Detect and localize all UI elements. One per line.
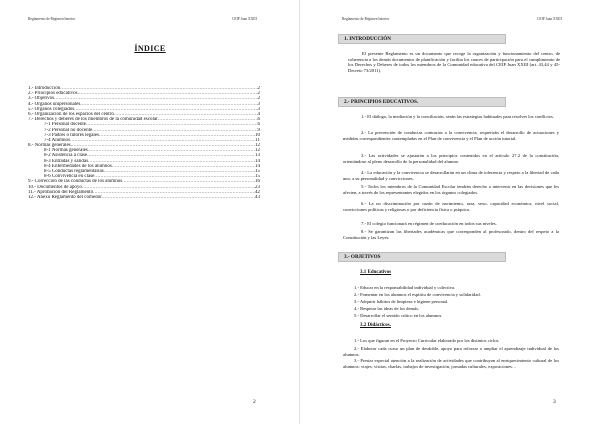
header-left-text: Reglamento de Régimen Interior <box>342 17 390 21</box>
principle-paragraph: 8.- Se garantizan las libertades académicas que corresponden al profesorado, dentro del respeto a la Constitución y las Leyes. <box>343 229 559 240</box>
toc-entry-label: 8-1 Normas generales <box>44 148 88 154</box>
toc-entry-page: 9 <box>257 127 260 133</box>
toc-entry-page: 42 <box>255 189 260 195</box>
toc-entry-label: 9.- Corrección de las conductas de los alumnos <box>28 179 123 185</box>
toc-entry-label: 6.- Organización de los espacios del centro <box>28 111 114 117</box>
toc-dot-leader <box>102 195 255 200</box>
principle-paragraph: 7.- El colegio funcionará en régimen de coeducación en todos sus niveles. <box>361 221 497 226</box>
principle-paragraph: 5.- Todos los miembros de la Comunidad Escolar tendrán derecho a intervenir en las decisiones que les afecten, a través de los representantes elegidos en los órganos colegiados. <box>343 184 559 195</box>
principle-paragraph: 1.- El diálogo, la mediación y la conciliación, serán las estrategias habituales para resolver los conflictos. <box>361 114 554 119</box>
list-item: 1.- Los que figuran en el Proyecto Curricular elaborado por los distintos ciclos. <box>354 338 500 343</box>
toc-entry-page: 2 <box>257 91 260 97</box>
toc-entry-label: 7-2 Personal no docente <box>44 127 93 133</box>
toc-entry-page: 15 <box>255 174 260 180</box>
toc-entry-label: 8-3 Entradas y salidas <box>44 158 89 164</box>
toc-entry-label: 2.- Principios educativos <box>28 91 78 97</box>
subsection-title-educativos: 3.1 Educativos <box>360 270 392 275</box>
toc-entry-page: 43 <box>255 194 260 200</box>
page-number: 3 <box>553 399 556 405</box>
toc-entry-label: 8.- Normas generales <box>28 143 71 149</box>
toc-entry-label: 5.- Órganos colegiados <box>28 106 75 112</box>
toc-entry-label: 4.- Órganos unipersonales <box>28 101 81 107</box>
toc-entry-label: 8-2 Asistencia a clase <box>44 153 88 159</box>
header-right-text: CEIP Juan XXIII <box>232 17 257 21</box>
page-number: 2 <box>253 399 256 405</box>
principle-paragraph: 3.- Las actividades se ajustarán a los principios contenidos en el artículo 27.2 de la constitución, orientándose al pleno desarrollo de la personalidad del alumno. <box>343 153 559 164</box>
toc-entry-page: 14 <box>255 158 260 164</box>
intro-paragraph: El presente Reglamento es un documento que recoge la organización y funcionamiento del centro, de coherencia a los demás documentos de planificación y facilita los cauces de participación para el cumplimiento de los Derechos y Deberes de todos los miembros de la Comunidad educativa del CEIP Juan XXIII (art. 43,44 y 45-Decreto 73/2011). <box>348 51 560 74</box>
list-item: 3.- Adquirir hábitos de limpieza e higiene personal. <box>354 299 449 304</box>
header-left-text: Reglamento de Régimen Interior <box>28 17 76 21</box>
toc-entry-label: 11.- Aprobación del Reglamento <box>28 189 94 195</box>
list-item: 3.- Prestar especial atención a la realización de actividades que contribuyan al enriquecimiento cultural de los alumnos: viajes, visitas, charlas, trabajos de investigación, jornadas culturales, exposiciones… <box>343 358 559 369</box>
toc-entry-page: 13 <box>255 153 260 159</box>
toc-entry-label: 10.- Documentos de apoyo <box>28 184 82 190</box>
table-of-contents <box>28 86 260 200</box>
toc-entry-label: 12.- Anexo Reglamento del comedor <box>28 194 102 200</box>
list-item: 2.- Fomentar en los alumnos el espíritu de convivencia y solidaridad. <box>354 292 481 297</box>
toc-entry <box>28 195 260 200</box>
principle-paragraph: 2.- La prevención de conductas contrarias a la convivencia, requerirán el desarrollo de actuaciones y medidas correspondientes contempladas en el Plan de convivencia y el Plan de acción tutorial. <box>343 130 559 141</box>
toc-entry-label: 7-3 Padres o tutores legales <box>44 132 99 138</box>
section-heading-objetivos: 3.- OBJETIVOS <box>338 252 506 262</box>
toc-entry-page: 12 <box>255 148 260 154</box>
principle-paragraph: 4.- La educación y la convivencia se desarrollarán en un clima de tolerancia y respeto a la libertad de cada uno, a su personalidad y convicciones. <box>343 170 559 181</box>
list-item: 4.- Respetar las ideas de los demás. <box>354 306 420 311</box>
toc-entry-label: 8-4 Enfermedades de los alumnos <box>44 163 112 169</box>
toc-entry-label: 7-4 Alumnos <box>44 137 70 143</box>
toc-entry-page: 14 <box>255 163 260 169</box>
section-heading-principios: 2.- PRINCIPIOS EDUCATIVOS. <box>338 97 506 107</box>
toc-title: ÍNDICE <box>134 44 166 53</box>
toc-entry-page: 4 <box>257 111 260 117</box>
toc-entry-page: 12 <box>255 143 260 149</box>
toc-entry-label: 3.- Objetivos <box>28 96 55 102</box>
toc-entry-page: 3 <box>257 101 260 107</box>
toc-entry-page: 3 <box>257 106 260 112</box>
principle-paragraph: 6.- La no discriminación por razón de nacimiento, raza, sexo, capacidad económica, nivel social, convicciones políticas y religiosas o por deficiencia física o psíquica. <box>343 201 559 212</box>
toc-entry-page: 10 <box>255 132 260 138</box>
toc-entry-label: 8-6 Convivencia en clase <box>44 174 95 180</box>
toc-entry-page: 2 <box>257 86 260 91</box>
toc-entry-page: 23 <box>255 184 260 190</box>
list-item: 5.- Desarrollar el sentido crítico en los alumnos. <box>354 313 443 318</box>
list-item: 2.- Elaborar cada curso un plan de desdoble, apoyo para reforzar o ampliar el aprendizaje individual de los alumnos. <box>343 346 559 357</box>
toc-entry-page: 15 <box>255 169 260 174</box>
toc-entry-page: 16 <box>255 179 260 185</box>
section-heading-introduccion: 1. INTRODUCCIÓN <box>338 34 506 44</box>
toc-entry-page: 6 <box>257 117 260 123</box>
subsection-title-didacticos: 3.2 Didácticos. <box>360 323 391 328</box>
toc-entry-label: 7.- Derechos y deberes de los miembros de la comunidad escolar <box>28 117 158 123</box>
header-right-text: CEIP Juan XXIII <box>537 17 562 21</box>
toc-entry-page: 11 <box>255 137 260 143</box>
list-item: 1.- Educar en la responsabilidad individual y colectiva. <box>354 285 456 290</box>
toc-entry-label: 7-1 Personal docente <box>44 122 86 128</box>
toc-entry-label: 8-5 Conductas reglamentarias <box>44 169 104 174</box>
toc-entry-page: 2 <box>257 96 260 102</box>
toc-entry-label: 1.- Introducción <box>28 86 61 91</box>
toc-entry-page: 6 <box>257 122 260 128</box>
